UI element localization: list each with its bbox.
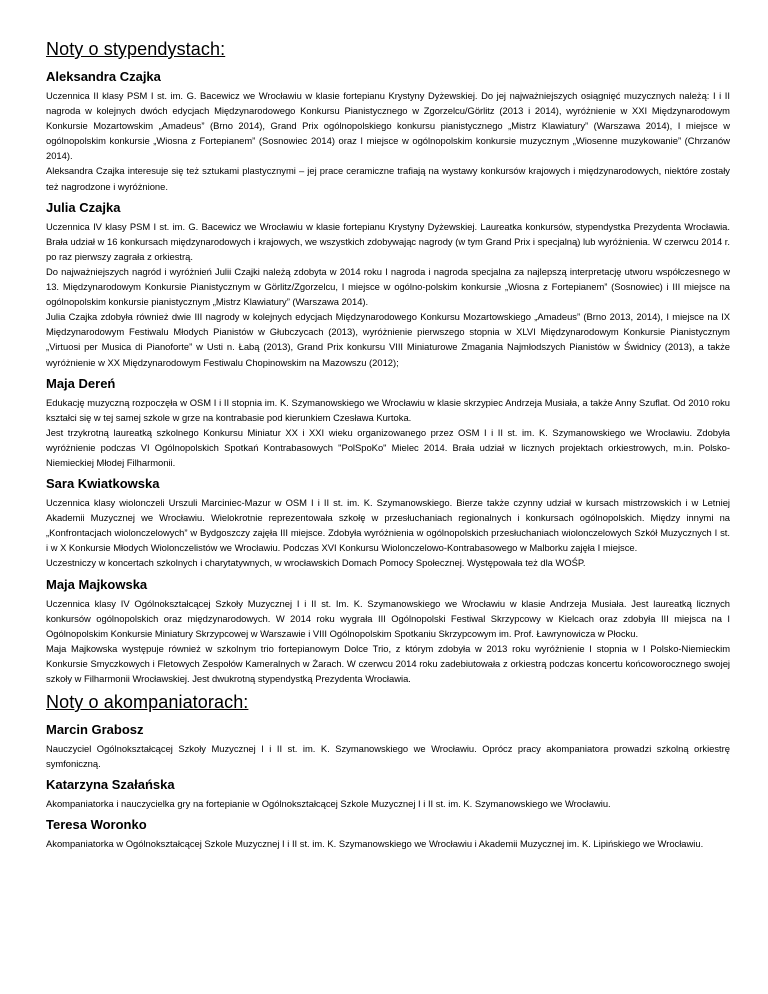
person-note bbox=[46, 577, 730, 687]
person-name: Sara Kwiatkowska bbox=[46, 476, 160, 492]
person-note bbox=[46, 476, 730, 570]
accompanists-section bbox=[46, 722, 730, 851]
person-name: Maja Dereń bbox=[46, 375, 116, 391]
person-name: Julia Czajka bbox=[46, 199, 121, 215]
person-note bbox=[46, 777, 730, 811]
bio-paragraph: Do najważniejszych nagród i wyróżnień Julii Czajki należą zdobyta w 2014 roku I nagroda i nagroda specjalna za najlepszą interpretację utworu współczesnego w 13. Międzynarodowym Konkursie Pianistycznym w Görlitz/Zgorzelcu, I miejsce w ogólno-polskim konkursie „Wiosna z Fortepianem” (Sosnowiec) i III miejsce na ogólnopolskim konkursie pianistycznym „Mistrz Klawiatury” (Warszawa 2014). bbox=[46, 265, 730, 308]
person-name: Teresa Woronko bbox=[46, 817, 147, 833]
bio-paragraph: Akompaniatorka i nauczycielka gry na fortepianie w Ogólnokształcącej Szkole Muzycznej I i II st. im. K. Szymanowskiego we Wrocławiu. bbox=[46, 798, 611, 810]
scholars-section bbox=[46, 69, 730, 686]
bio-paragraph: Nauczyciel Ogólnokształcącej Szkoły Muzycznej I i II st. im. K. Szymanowskiego we Wrocławiu. Oprócz pracy akompaniatora prowadzi szkolną orkiestrę symfoniczną. bbox=[46, 743, 730, 770]
bio-paragraph: Akompaniatorka w Ogólnokształcącej Szkole Muzycznej I i II st. im. K. Szymanowskiego we Wrocławiu i Akademii Muzycznej im. K. Lipińskiego we Wrocławiu. bbox=[46, 838, 704, 850]
bio-paragraph: Edukację muzyczną rozpoczęła w OSM I i II stopnia im. K. Szymanowskiego we Wrocławiu w klasie skrzypiec Andrzeja Musiała, a także Anny Szuflat. Od 2010 roku kształci się w tej samej szkole w grze na kontrabasie pod kierunkiem Czesława Kurtoka. bbox=[46, 396, 730, 423]
person-name: Katarzyna Szałańska bbox=[46, 777, 175, 793]
scholars-heading: Noty o stypendystach: bbox=[46, 39, 226, 59]
bio-paragraph: Maja Majkowska występuje również w szkolnym trio fortepianowym Dolce Trio, z którym zdobyła w 2013 roku wyróżnienie I stopnia w I Polsko-Niemieckim Konkursie Smyczkowych i Fletowych Zespołów Kameralnych w Żarach. W czerwcu 2014 roku zadebiutowała z orkiestrą podczas koncertu końcoworocznego swojej szkoły w Filharmonii Wrocławskiej. Jest dwukrotną stypendystką Prezydenta Wrocławia. bbox=[46, 642, 730, 684]
person-note bbox=[46, 200, 730, 370]
accompanists-heading: Noty o akompaniatorach: bbox=[46, 692, 249, 713]
bio-paragraph: Julia Czajka zdobyła również dwie III nagrody w kolejnych edycjach Międzynarodowego Konkursu Mozartowskiego „Amadeus” (Brno 2013, 2014), I miejsce na IX Międzynarodowym Festiwalu Młodych Pianistów w Głubczycach (2013), wyróżnienie pierwszego stopnia w XLVI Międzynarodowym Konkursie Pianistycznym „Virtuosi per Musica di Pianoforte” w Usti n. Łabą (2013), Grand Prix konkursu VIII Miniaturowe Zmagania Najmłodszych Pianistów w Świdnicy (2013), a także wyróżnienie w XX Międzynarodowym Festiwalu Chopinowskim na Mazowszu (2012); bbox=[46, 311, 730, 368]
bio-paragraph: Uczennica klasy wiolonczeli Urszuli Marciniec-Mazur w OSM I i II st. im. K. Szymanowskiego. Bierze także czynny udział w kursach mistrzowskich i w Letniej Akademii Muzycznej we Wrocławiu. Wielokrotnie reprezentowała szkołę w przesłuchaniach regionalnych i konkursach ogólnopolskich. Między innymi na „Konfrontacjach wiolonczelowych” w Bydgoszczy zajęła III miejsce. Zdobyła wyróżnienia w ogólnopolskich przesłuchaniach wiolonczelowych Szkół Muzycznych I st. i w X Konkursie Młodych Wiolonczelistów we Wrocławiu. Podczas XVI Konkursu Wiolonczelowo-Kontrabasowego w Malborku zajęła I miejsce. bbox=[46, 497, 730, 554]
document-page bbox=[46, 38, 730, 851]
person-name: Maja Majkowska bbox=[46, 576, 148, 592]
person-note bbox=[46, 817, 730, 851]
person-name: Aleksandra Czajka bbox=[46, 69, 161, 84]
bio-paragraph: Uczennica II klasy PSM I st. im. G. Bacewicz we Wrocławiu w klasie fortepianu Krystyny Dyżewskiej. Do jej najważniejszych osiągnięć muzycznych należą: I i II nagroda w kolejnych dwóch edycjach Międzynarodowego Konkursu Pianistycznego w Zgorzelcu/Görlitz (2013 i 2014), wyróżnienie w XXI Międzynarodowym Konkursie Mozartowskim „Amadeus” (Brno 2014), Grand Prix ogólnopolskiego konkursu pianistycznego „Mistrz Klawiatury” (Warszawa 2014), I miejsce w ogólnopolskim konkursie „Wiosna z Fortepianem” (Sosnowiec 2014) oraz I miejsce w ogólnopolskim konkursie muzycznym „Wiosenne muzykowanie” (Chrzanów 2014). bbox=[46, 90, 730, 162]
person-note bbox=[46, 722, 730, 771]
bio-paragraph: Uczennica klasy IV Ogólnokształcącej Szkoły Muzycznej I i II st. Im. K. Szymanowskiego we Wrocławiu w klasie Andrzeja Musiała. Jest laureatką licznych konkursów ogólnopolskich oraz międzynarodowych. W 2014 roku wygrała III Ogólnopolski Festiwal Skrzypcowy w Kielcach oraz zdobyła III miejsca na I Ogólnopolskim Konkursie Miniatury Skrzypcowej w Warszawie i VIII Ogólnopolskim Spotkaniu Skrzypcowym im. Prof. Ławrynowicza w Płocku. bbox=[46, 597, 730, 639]
person-note bbox=[46, 376, 730, 470]
bio-paragraph: Uczennica IV klasy PSM I st. im. G. Bacewicz we Wrocławiu w klasie fortepianu Krystyny Dyżewskiej. Laureatka konkursów, stypendystka Prezydenta Wrocławia. Brała udział w 16 konkursach międzynarodowych i krajowych, we wszystkich zdobywając nagrody (w tym Grand Prix i specjalną) lub wyróżnienia. W czerwcu 2014 r. po raz pierwszy zagrała z orkiestrą. bbox=[46, 220, 730, 262]
bio-paragraph: Jest trzykrotną laureatką szkolnego Konkursu Miniatur XX i XXI wieku organizowanego przez OSM I i II st. im. K. Szymanowskiego we Wrocławiu. Zdobyła wyróżnienie podczas VI Ogólnopolskich Spotkań Kontrabasowych "PolSpoKo" Mielec 2014. Brała udział w licznych projektach orkiestrowych, m.in. Polsko-Niemieckiej Młodej Filharmonii. bbox=[46, 426, 730, 468]
person-name: Marcin Grabosz bbox=[46, 722, 144, 738]
bio-paragraph: Uczestniczy w koncertach szkolnych i charytatywnych, w wrocławskich Domach Pomocy Społecznej. Występowała też dla WOŚP. bbox=[46, 557, 586, 569]
bio-paragraph: Aleksandra Czajka interesuje się też sztukami plastycznymi – jej prace ceramiczne trafiają na wystawy konkursów krajowych i międzynarodowych, niektóre zostały też nagrodzone i wyróżnione. bbox=[46, 165, 730, 192]
person-note bbox=[46, 69, 730, 194]
